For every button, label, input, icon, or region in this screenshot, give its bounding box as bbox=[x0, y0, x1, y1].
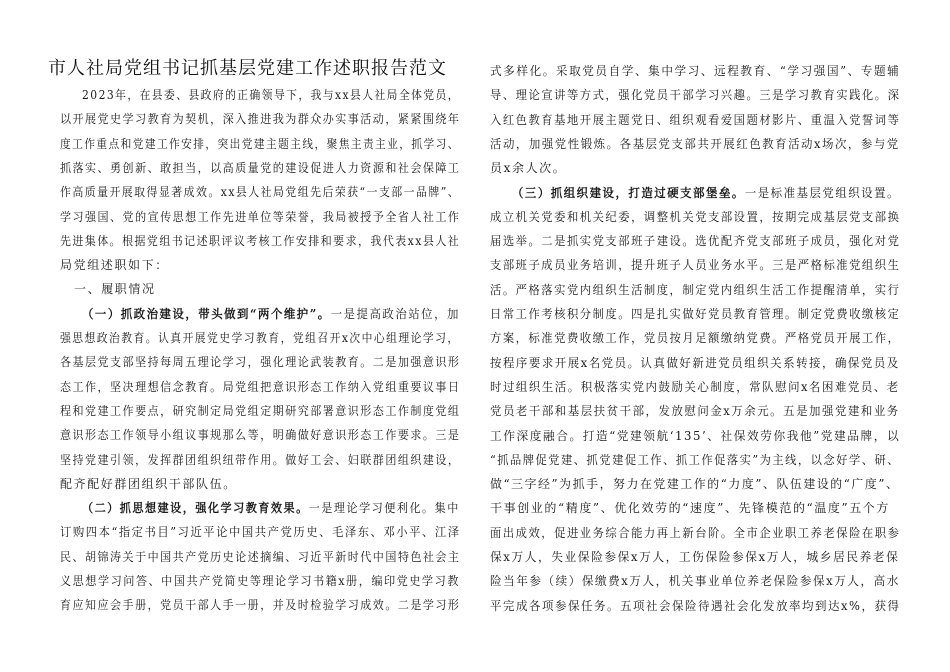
line-text: 一是标准基层党组织设置。 bbox=[744, 185, 901, 200]
line-text: 保x万人，失业保险参保x万人，工伤保险参保x万人，城乡居民养老保 bbox=[490, 550, 900, 564]
paragraph-line bbox=[490, 574, 900, 588]
line-text: “抓品牌促党建、抓党建促工作、抓工作促落实”为主线，以念好学、研、 bbox=[490, 452, 900, 467]
line-text: 员x余人次。 bbox=[490, 161, 567, 176]
paragraph-line bbox=[60, 137, 460, 151]
line-text: 抓落实、勇创新、敢担当，以高质量党的建设促进人力资源和社会保障工 bbox=[60, 160, 461, 175]
document-title: 市人社局党组书记抓基层党建工作述职报告范文 bbox=[48, 58, 447, 79]
line-text: 日常工作考核积分制度。四是扎实做好党员教育管理。制定党费收缴核定 bbox=[490, 307, 901, 321]
paragraph-line bbox=[60, 234, 460, 248]
paragraph-line bbox=[490, 550, 899, 564]
paragraph-line bbox=[60, 598, 460, 612]
paragraph-line bbox=[490, 88, 900, 102]
paragraph-line bbox=[60, 210, 460, 224]
paragraph-line bbox=[490, 307, 900, 321]
line-text: 做“三字经”为抓手，努力在党建工作的“力度”、队伍建设的“广度”、 bbox=[490, 477, 900, 492]
paragraph-line bbox=[60, 112, 460, 126]
section-heading bbox=[74, 282, 156, 296]
line-text: 育应知应会手册，党员干部人手一册，并及时检验学习成效。二是学习形 bbox=[60, 598, 461, 613]
line-text: 式多样化。采取党员自学、集中学习、远程教育、“学习强国”、专题辅 bbox=[490, 64, 901, 78]
line-text: 意识形态工作领导小组议事规那么等，明确做好意识形态工作要求。三是 bbox=[60, 428, 461, 443]
line-text: 民、胡锦涛关于中国共产党历史论述摘编、习近平新时代中国特色社会主 bbox=[60, 549, 461, 564]
paragraph-line bbox=[490, 501, 890, 515]
line-text: 义思想学习问答、中国共产党简史等理论学习书籍x册，编印党史学习教 bbox=[60, 574, 460, 588]
paragraph-line bbox=[512, 186, 900, 200]
line-text: 工作深度融合。打造“党建领航‘135’、社保效劳你我他”党建品牌，以 bbox=[490, 428, 901, 443]
paragraph-line bbox=[490, 599, 900, 613]
line-text: 成立机关党委和机关纪委，调整机关党支部设置，按期完成基层党支部换 bbox=[490, 209, 901, 224]
paragraph-line bbox=[82, 88, 460, 102]
line-text: 坚持党建引领，发挥群团组织纽带作用。做好工会、妇联群团组织建设， bbox=[60, 452, 461, 467]
paragraph-line bbox=[60, 404, 460, 418]
line-text: 活动，加强党性锻炼。各基层党支部共开展红色教育活动x场次，参与党 bbox=[490, 136, 900, 151]
paragraph-line bbox=[60, 574, 460, 588]
subsection-heading: （二）抓思想建设，强化学习教育效果。 bbox=[82, 501, 309, 516]
paragraph-line bbox=[490, 404, 900, 418]
line-text: 一是提高政治站位，加 bbox=[330, 306, 460, 321]
paragraph-line bbox=[490, 453, 900, 467]
line-text: 时过组织生活。积极落实党内鼓励关心制度，常队慰问x名困难党员、老 bbox=[490, 379, 900, 394]
line-text: 导、理论宣讲等方式，强化党员干部学习兴趣。三是学习教育实践化。深 bbox=[490, 88, 901, 103]
line-text: 配齐配好群团组织干部队伍。 bbox=[60, 476, 237, 491]
paragraph-line bbox=[60, 185, 460, 199]
line-text: 各基层党支部坚持每周五理论学习，强化理论武装教育。二是加强意识形 bbox=[60, 355, 461, 370]
paragraph-line bbox=[490, 234, 900, 248]
line-text: 干事创业的“精度”、优化效劳的“速度”、先锋模范的“温度”五个方 bbox=[490, 501, 891, 516]
paragraph-line bbox=[60, 161, 460, 175]
paragraph-line bbox=[60, 453, 460, 467]
line-text: 学习强国、党的宣传思想工作先进单位等荣誉，我局被授予全省人社工作 bbox=[60, 209, 461, 224]
paragraph-line bbox=[490, 210, 900, 224]
line-text: 订购四本“指定书目”习近平论中国共产党历史、毛泽东、邓小平、江泽 bbox=[60, 525, 461, 540]
paragraph-line bbox=[60, 331, 460, 345]
line-text: 方案，标准党费收缴工作，党员按月足额缴纳党费。严格党员开展工作， bbox=[490, 331, 901, 346]
line-text: 一是理论学习便利化。集中 bbox=[308, 501, 460, 516]
line-text: 险当年参（续）保缴费x万人，机关事业单位养老保险参保x万人，高水 bbox=[490, 574, 900, 589]
paragraph-line bbox=[60, 355, 460, 369]
paragraph-line bbox=[490, 258, 900, 272]
subsection-heading: （三）抓组织建设，打造过硬支部堡垒。 bbox=[512, 185, 745, 200]
line-text: 一、履职情况 bbox=[74, 282, 156, 297]
line-text: 度工作重点和党建工作安排，突出党建主题主线，聚焦主责主业，抓学习、 bbox=[60, 136, 460, 151]
line-text: 平完成各项参保任务。五项社会保险待遇社会化发放率均到达x%，获得 bbox=[490, 598, 901, 613]
line-text: 以开展党史学习教育为契机，深入推进我为群众办实事活动，紧紧围绕年 bbox=[60, 112, 461, 127]
paragraph-line bbox=[82, 307, 460, 321]
line-text: 态工作，坚决理想信念教育。局党组把意识形态工作纳入党组重要议事日 bbox=[60, 379, 461, 394]
line-text: 局党组述职如下： bbox=[60, 258, 169, 273]
paragraph-line bbox=[490, 161, 566, 175]
line-text: 入红色教育基地开展主题党日、组织观看爱国题材影片、重温入党誓词等 bbox=[490, 112, 901, 127]
paragraph-line bbox=[490, 113, 900, 127]
line-text: 届选举。二是抓实党支部班子建设。选优配齐党支部班子成员，强化对党 bbox=[490, 234, 901, 249]
paragraph-line bbox=[490, 526, 900, 540]
paragraph-line bbox=[60, 428, 460, 442]
paragraph-line bbox=[82, 501, 460, 515]
paragraph-line bbox=[60, 380, 460, 394]
line-text: 支部班子成员业务培训，提升班子人员业务水平。三是严格标准党组织生 bbox=[490, 258, 901, 273]
line-text: 党员老干部和基层扶贫干部，发放慰问金x万余元。五是加强党建和业务 bbox=[490, 404, 900, 419]
paragraph-line bbox=[60, 258, 169, 272]
paragraph-line bbox=[490, 64, 900, 78]
paragraph-line bbox=[60, 525, 461, 539]
line-text: 按程序要求开展x名党员。认真做好新进党员组织关系转接，确保党员及 bbox=[490, 355, 900, 370]
paragraph-line bbox=[490, 283, 900, 297]
line-text: 先进集体。根据党组书记述职评议考核工作安排和要求，我代表xx县人社 bbox=[60, 233, 461, 248]
paragraph-line bbox=[60, 477, 237, 491]
paragraph-line bbox=[490, 331, 900, 345]
line-text: 活。严格落实党内组织生活制度，制定党内组织生活工作提醒清单，实行 bbox=[490, 282, 901, 297]
paragraph-line bbox=[490, 137, 900, 151]
paragraph-line bbox=[490, 356, 900, 370]
paragraph-line bbox=[490, 429, 900, 443]
line-text: 强思想政治教育。认真开展党史学习教育，党组召开x次中心组理论学习， bbox=[60, 331, 460, 345]
line-text: 面出成效，促进业务综合能力再上新台阶。全市企业职工养老保险在职参 bbox=[490, 525, 901, 540]
paragraph-line bbox=[490, 380, 900, 394]
line-text: 程和党建工作要点，研究制定局党组定期研究部署意识形态工作制度党组 bbox=[60, 403, 461, 418]
paragraph-line bbox=[60, 550, 460, 564]
line-text: 2023年，在县委、县政府的正确领导下，我与xx县人社局全体党员， bbox=[82, 88, 460, 102]
paragraph-line bbox=[490, 477, 899, 491]
subsection-heading: （一）抓政治建设，带头做到“两个维护”。 bbox=[82, 306, 331, 321]
line-text: 作高质量开展取得显著成效。xx县人社局党组先后荣获“一支部一品牌”、 bbox=[60, 185, 461, 200]
